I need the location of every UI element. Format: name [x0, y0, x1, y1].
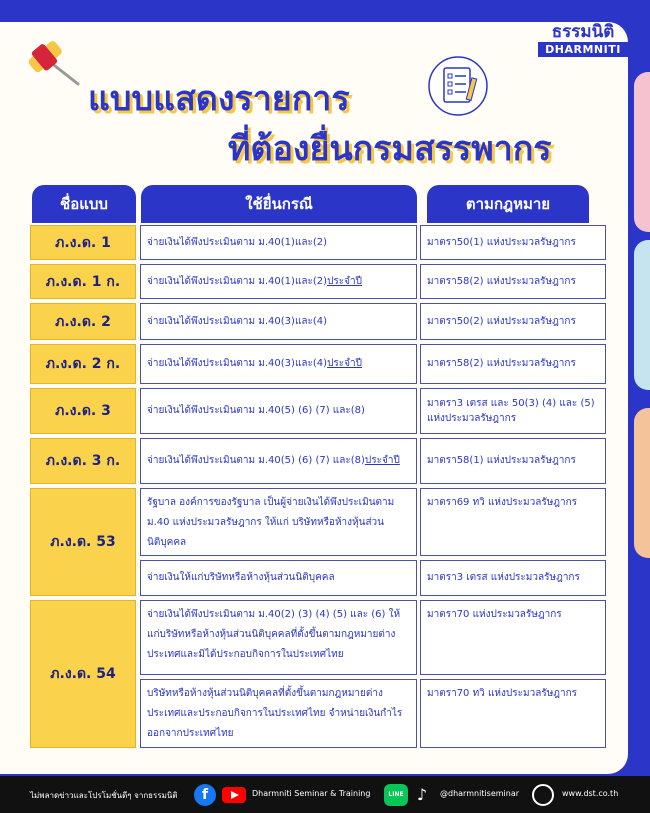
- form-name-cell: ภ.ง.ด. 2 ก.: [30, 344, 136, 384]
- form-name-cell: ภ.ง.ด. 53: [30, 488, 136, 596]
- law-cell: มาตรา3 เตรส และ 50(3) (4) และ (5) แห่งประมวลรัษฎากร: [420, 388, 606, 434]
- law-cell: มาตรา69 ทวิ แห่งประมวลรัษฎากร: [420, 488, 606, 556]
- case-cell: [140, 225, 417, 260]
- form-name-cell: ภ.ง.ด. 1: [30, 225, 136, 260]
- column-header-form-name: ชื่อแบบ: [32, 185, 136, 223]
- page-title-line-1: แบบแสดงรายการ: [88, 79, 350, 119]
- form-name-cell: ภ.ง.ด. 3: [30, 388, 136, 434]
- side-tab-blue: [634, 240, 650, 390]
- logo-thai-text: ธรรมนิติ: [551, 22, 615, 42]
- footer-tagline: ไม่พลาดข่าวและโปรโมชั่นดีๆ จากธรรมนิติ: [30, 791, 178, 800]
- logo-en-text: DHARMNITI: [538, 42, 628, 57]
- side-tab-pink: [634, 72, 650, 232]
- case-text: จ่ายเงินได้พึงประเมินตาม ม.40(5) (6) (7) และ(8): [147, 455, 365, 466]
- case-cell: จ่ายเงินให้แก่บริษัทหรือห้างหุ้นส่วนนิติบุคคล: [140, 560, 417, 596]
- case-cell: บริษัทหรือห้างหุ้นส่วนนิติบุคคลที่ตั้งขึ้นตามกฎหมายต่างประเทศและประกอบกิจการในประเทศไทย จำหน่ายเงินกำไรออกจากประเทศไทย: [140, 679, 417, 748]
- facebook-icon[interactable]: f: [194, 784, 216, 806]
- law-cell: มาตรา3 เตรส แห่งประมวลรัษฎากร: [420, 560, 606, 596]
- push-pin-icon: [22, 34, 82, 89]
- footer-handle: @dharmnitiseminar: [440, 789, 520, 798]
- law-cell: มาตรา50(2) แห่งประมวลรัษฎากร: [420, 303, 606, 340]
- form-name-cell: ภ.ง.ด. 2: [30, 303, 136, 340]
- youtube-icon[interactable]: [222, 787, 246, 803]
- case-cell: [140, 438, 417, 484]
- case-text: จ่ายเงินได้พึงประเมินตาม ม.40(3)และ(4): [147, 358, 328, 369]
- case-cell: [140, 344, 417, 384]
- annual-label: ประจำปี: [327, 358, 362, 369]
- case-text: จ่ายเงินได้พึงประเมินตาม ม.40(1)และ(2): [147, 236, 328, 248]
- footer-website[interactable]: www.dst.co.th: [562, 789, 619, 798]
- case-text: จ่ายเงินได้พึงประเมินตาม ม.40(5) (6) (7) และ(8): [147, 405, 365, 416]
- document-list-icon: [426, 56, 490, 116]
- case-cell: รัฐบาล องค์การของรัฐบาล เป็นผู้จ่ายเงินได้พึงประเมินตาม ม.40 แห่งประมวลรัษฎากร ให้แก่ บริษัทหรือห้างหุ้นส่วนนิติบุคคล: [140, 488, 417, 556]
- case-cell: [140, 388, 417, 434]
- brand-logo: [538, 22, 628, 57]
- law-cell: มาตรา70 แห่งประมวลรัษฎากร: [420, 600, 606, 675]
- case-cell: จ่ายเงินได้พึงประเมินตาม ม.40(2) (3) (4) (5) และ (6) ให้แก่บริษัทหรือห้างหุ้นส่วนนิติบุคคลที่ตั้งขึ้นตามกฎหมายต่างประเทศและมิได้ประกอบกิจการในประเทศไทย: [140, 600, 417, 675]
- law-cell: มาตรา58(2) แห่งประมวลรัษฎากร: [420, 264, 606, 299]
- case-text: จ่ายเงินได้พึงประเมินตาม ม.40(1)และ(2): [147, 275, 328, 287]
- law-cell: มาตรา58(1) แห่งประมวลรัษฎากร: [420, 438, 606, 484]
- footer-bar: [0, 776, 650, 813]
- case-cell: [140, 303, 417, 340]
- page-title-line-2: ที่ต้องยื่นกรมสรรพากร: [228, 129, 552, 169]
- case-cell: [140, 264, 417, 299]
- form-name-cell: ภ.ง.ด. 54: [30, 600, 136, 748]
- column-header-law: ตามกฎหมาย: [427, 185, 589, 223]
- law-cell: มาตรา50(1) แห่งประมวลรัษฎากร: [420, 225, 606, 260]
- column-header-case: ใช้ยื่นกรณี: [141, 185, 417, 223]
- line-icon[interactable]: LINE: [384, 784, 408, 806]
- tiktok-icon[interactable]: ♪: [416, 785, 428, 804]
- law-cell: มาตรา58(2) แห่งประมวลรัษฎากร: [420, 344, 606, 384]
- law-cell: มาตรา70 ทวิ แห่งประมวลรัษฎากร: [420, 679, 606, 748]
- form-name-cell: ภ.ง.ด. 3 ก.: [30, 438, 136, 484]
- form-name-cell: ภ.ง.ด. 1 ก.: [30, 264, 136, 299]
- footer-seminar-name: Dharmniti Seminar & Training: [252, 789, 371, 798]
- annual-label: ประจำปี: [364, 455, 400, 466]
- globe-icon[interactable]: [532, 784, 554, 806]
- case-text: จ่ายเงินได้พึงประเมินตาม ม.40(3)และ(4): [147, 315, 328, 327]
- annual-label: ประจำปี: [327, 275, 362, 287]
- side-tab-orange: [634, 408, 650, 558]
